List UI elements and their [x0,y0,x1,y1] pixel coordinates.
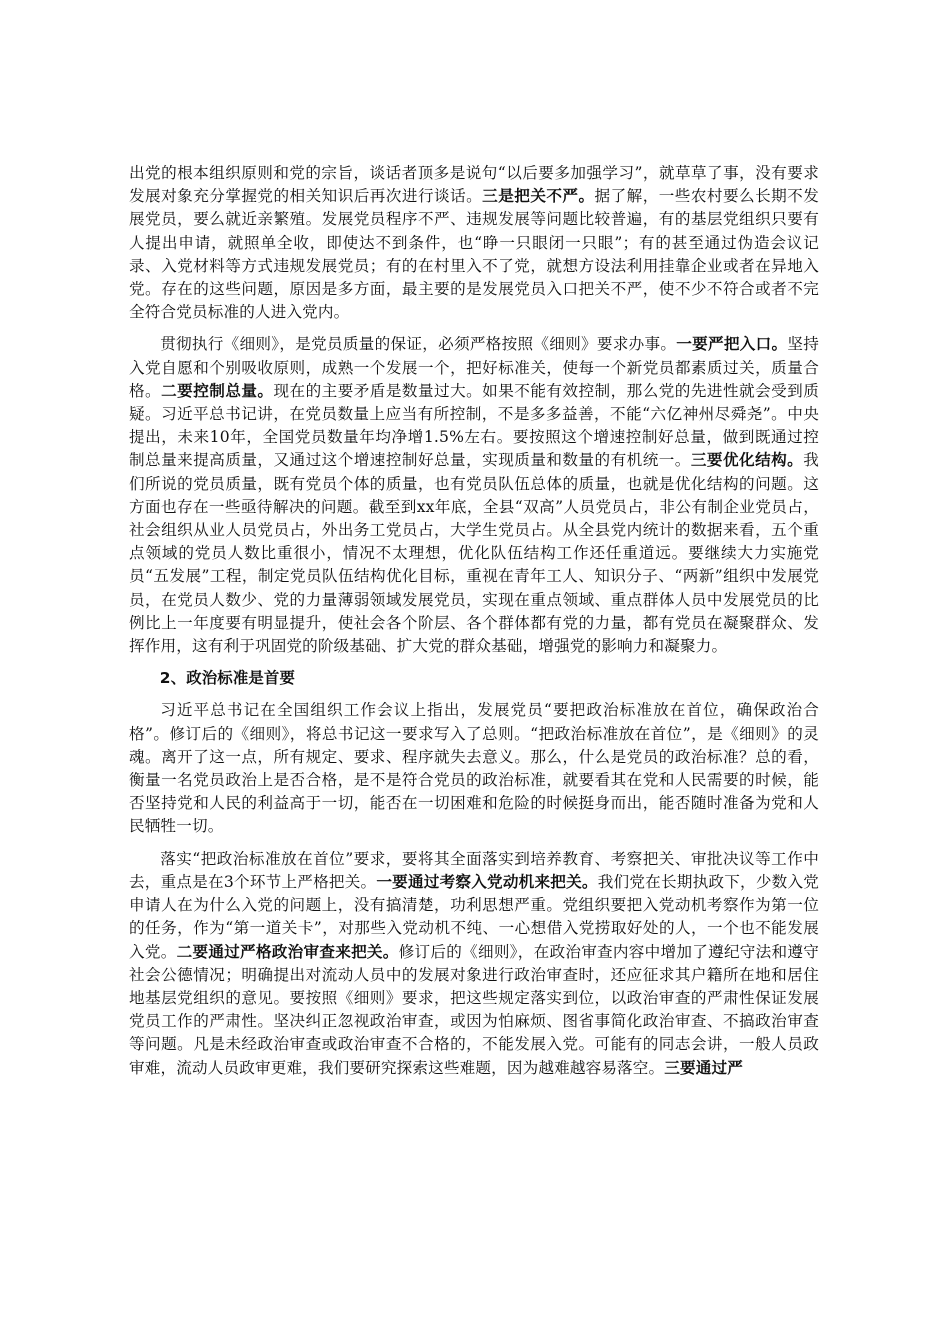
bold-run: 一要严把入口。 [676,335,788,354]
text-run: 我们所说的党员质量，既有党员个体的质量，也有党员队伍总体的质量，也就是优化结构的问题。这方面也存在一些亟待解决的问题。截至到xx年底，全县“双高”人员党员占，非公有制企业党员占，社会组织从业人员党员占，外出务工党员占，大学生党员占。从全县党内统计的数据来看，五个重点领域的党员人数比重很小，情况不太理想，优化队伍结构工作还任重道远。要继续大力实施党员“五发展”工程，制定党员队伍结构优化目标，重视在青年工人、知识分子、“两新”组织中发展党员，在党员人数少、党的力量薄弱领域发展党员，实现在重点领域、重点群体人员中发展党员的比例比上一年度要有明显提升，使社会各个阶层、各个群体都有党的力量，都有党员在凝聚群众、发挥作用，这有利于巩固党的阶级基础、扩大党的群众基础，增强党的影响力和凝聚力。 [129,451,819,656]
bold-run: 二要通过严格政治审查来把关。 [176,942,399,961]
section-heading: 2、政治标准是首要 [159,669,295,688]
paragraph-3 [129,699,819,838]
text-run: 我们党在长期执政下，少数入党申请人在为什么入党的问题上，没有搞清楚，功利思想严重。党组织要把入党动机考察作为第一位的任务，作为“第一道关卡”，对那些入党动机不纯、一心想借入党捞取好处的人，一个也不能发展入党。 [129,872,819,961]
bold-run: 三要通过严 [664,1058,744,1077]
document-page [129,162,819,1089]
text-run: 习近平总书记在全国组织工作会议上指出，发展党员“要把政治标准放在首位，确保政治合格”。修订后的《细则》，将总书记这一要求写入了总则。“把政治标准放在首位”，是《细则》的灵魂。离开了这一点，所有规定、要求、程序就失去意义。那么，什么是党员的政治标准？总的看，衡量一名党员政治上是否合格，是不是符合党员的政治标准，就要看其在党和人民需要的时候，能否坚持党和人民的利益高于一切，能否在一切困难和危险的时候挺身而出，能否随时准备为党和人民牺牲一切。 [129,701,819,836]
paragraph-2 [129,333,819,658]
text-run: 据了解，一些农村要么长期不发展党员，要么就近亲繁殖。发展党员程序不严、违规发展等问题比较普遍，有的基层党组织只要有人提出申请，就照单全收，即使达不到条件，也“睁一只眼闭一只眼”；有的甚至通过伪造会议记录、入党材料等方式违规发展党员；有的在村里入不了党，就想方设法利用挂靠企业或者在异地入党。存在的这些问题，原因是多方面，最主要的是发展党员入口把关不严，使不少不符合或者不完全符合党员标准的人进入党内。 [129,187,819,322]
text-run: 修订后的《细则》，在政治审查内容中增加了遵纪守法和遵守社会公德情况；明确提出对流动人员中的发展对象进行政治审查时，还应征求其户籍所在地和居住地基层党组织的意见。要按照《细则》要求，把这些规定落实到位，以政治审查的严肃性保证发展党员工作的严肃性。坚决纠正忽视政治审查，或因为怕麻烦、图省事简化政治审查、不搞政治审查等问题。凡是未经政治审查或政治审查不合格的，不能发展入党。可能有的同志会讲，一般人员政审难，流动人员政审更难，我们要研究探索这些难题，因为越难越容易落空。 [129,942,819,1077]
text-run: 坚持入党自愿和个别吸收原则，成熟一个发展一个，把好标准关，使每一个新党员都素质过关，质量合格。 [129,335,819,400]
bold-run: 二要控制总量。 [161,381,274,400]
bold-run: 三要优化结构。 [690,451,804,470]
text-run: 现在的主要矛盾是数量过大。如果不能有效控制，那么党的先进性就会受到质疑。习近平总书记讲，在党员数量上应当有所控制，不是多多益善，不能“六亿神州尽舜尧”。中央提出，未来10年，全国党员数量年均净增1.5%左右。要按照这个增速控制好总量，做到既通过控制总量来提高质量，又通过这个增速控制好总量，实现质量和数量的有机统一。 [129,381,819,470]
bold-run: 三是把关不严。 [482,187,595,206]
paragraph-1 [129,162,819,324]
paragraph-4 [129,848,819,1080]
text-run: 出党的根本组织原则和党的宗旨，谈话者顶多是说句“以后要多加强学习”，就草草了事，没有要求发展对象充分掌握党的相关知识后再次进行谈话。 [129,164,819,206]
text-run: 落实“把政治标准放在首位”要求，要将其全面落实到培养教育、考察把关、审批决议等工作中去，重点是在3个环节上严格把关。 [129,849,819,891]
text-run: 贯彻执行《细则》，是党员质量的保证，必须严格按照《细则》要求办事。 [160,335,677,354]
bold-run: 一要通过考察入党动机来把关。 [376,872,598,891]
